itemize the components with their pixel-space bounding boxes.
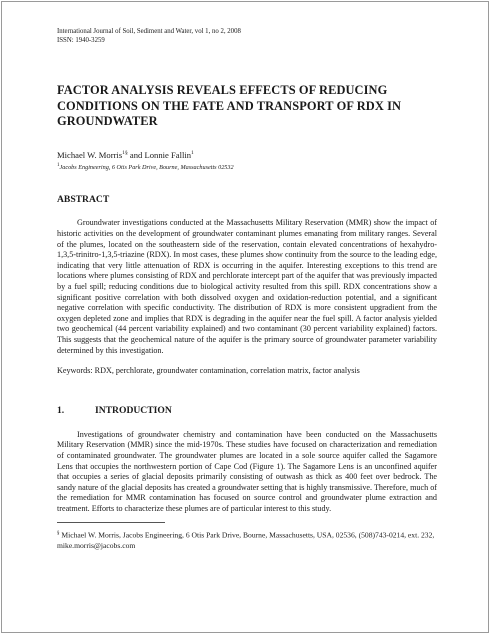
abstract-heading: ABSTRACT bbox=[57, 194, 110, 206]
journal-issn: ISSN: 1940-3259 bbox=[57, 37, 105, 44]
affiliation bbox=[57, 161, 437, 172]
section-title: INTRODUCTION bbox=[95, 404, 172, 416]
footnote-text: Michael W. Morris, Jacobs Engineering, 6 Otis Park Drive, Bourne, Massachusetts, USA, 02536, (508)743-0214, ext. 232, mike.morris@jacobs.com bbox=[57, 531, 435, 551]
author-name: Lonnie Fallin bbox=[144, 149, 192, 160]
author-conjunction: and bbox=[127, 149, 145, 160]
paper-page bbox=[57, 27, 437, 551]
abstract-text: Groundwater investigations conducted at the Massachusetts Military Reservation (MMR) show the impact of historic activities on the development of groundwater contaminant plumes emanating from military ranges. Several of the plumes, located on the southeastern side of the reservation, contain elevated concentrations of hexahydro-1,3,5-trinitro-1,3,5-triazine (RDX). In most cases, these plumes show continuity from the source to the leading edge, indicating that very little attenuation of RDX is occurring in the aquifer. Interesting exceptions to this trend are locations where plumes consisting of RDX and perchlorate intercept part of the aquifer that was previously impacted by a fuel spill; reducing conditions due to biological activity resulted from this spill. RDX concentrations show a significant positive correlation with both dissolved oxygen and oxidation-reduction potential, and a significant negative correlation with specific conductivity. The distribution of RDX is more consistent upgradient from the oxygen depleted zone and implies that RDX is degrading in the aquifer near the fuel spill. A factor analysis yielded two geochemical (44 percent variability explained) and two contaminant (30 percent variability explained) factors. This suggests that the geochemical nature of the aquifer is the primary source of groundwater parameter variability determined by this investigation. bbox=[57, 218, 437, 355]
paper-title: FACTOR ANALYSIS REVEALS EFFECTS OF REDUCING CONDITIONS ON THE FATE AND TRANSPORT OF RDX IN GROUNDWATER bbox=[57, 83, 402, 128]
footnote-marker: § bbox=[57, 531, 60, 537]
footnote bbox=[57, 529, 437, 551]
author-line bbox=[57, 148, 437, 161]
introduction-heading bbox=[57, 405, 437, 417]
journal-citation: International Journal of Soil, Sediment and Water, vol 1, no 2, 2008 bbox=[57, 28, 241, 35]
author-superscript: 1§ bbox=[122, 149, 128, 156]
section-number: 1. bbox=[57, 404, 65, 416]
affiliation-text: Jacobs Engineering, 6 Otis Park Drive, Bourne, Massachusetts 02532 bbox=[59, 164, 234, 172]
journal-header bbox=[57, 27, 437, 45]
footnote-divider bbox=[57, 522, 165, 523]
keywords: Keywords: RDX, perchlorate, groundwater contamination, correlation matrix, factor analysis bbox=[57, 366, 360, 376]
affiliation-superscript: 1 bbox=[57, 163, 60, 169]
author-superscript: 1 bbox=[191, 149, 194, 156]
introduction-text: Investigations of groundwater chemistry and contamination have been conducted on the Massachusetts Military Reservation (MMR) since the mid-1970s. These studies have focused on characterization and remediation of contaminated groundwater. The groundwater plumes are located in a sole source aquifer called the Sagamore Lens that occupies the northwestern portion of Cape Cod (Figure 1). The Sagamore Lens is an unconfined aquifer that occupies a series of glacial deposits primarily consisting of outwash as thick as 400 feet over bedrock. The sandy nature of the glacial deposits has created a groundwater setting that is highly transmissive. Therefore, much of the remediation for MMR contamination has focused on source control and groundwater plume extraction and treatment. Efforts to characterize these plumes are of particular interest to this study. bbox=[57, 429, 437, 513]
author-name: Michael W. Morris bbox=[57, 149, 123, 160]
